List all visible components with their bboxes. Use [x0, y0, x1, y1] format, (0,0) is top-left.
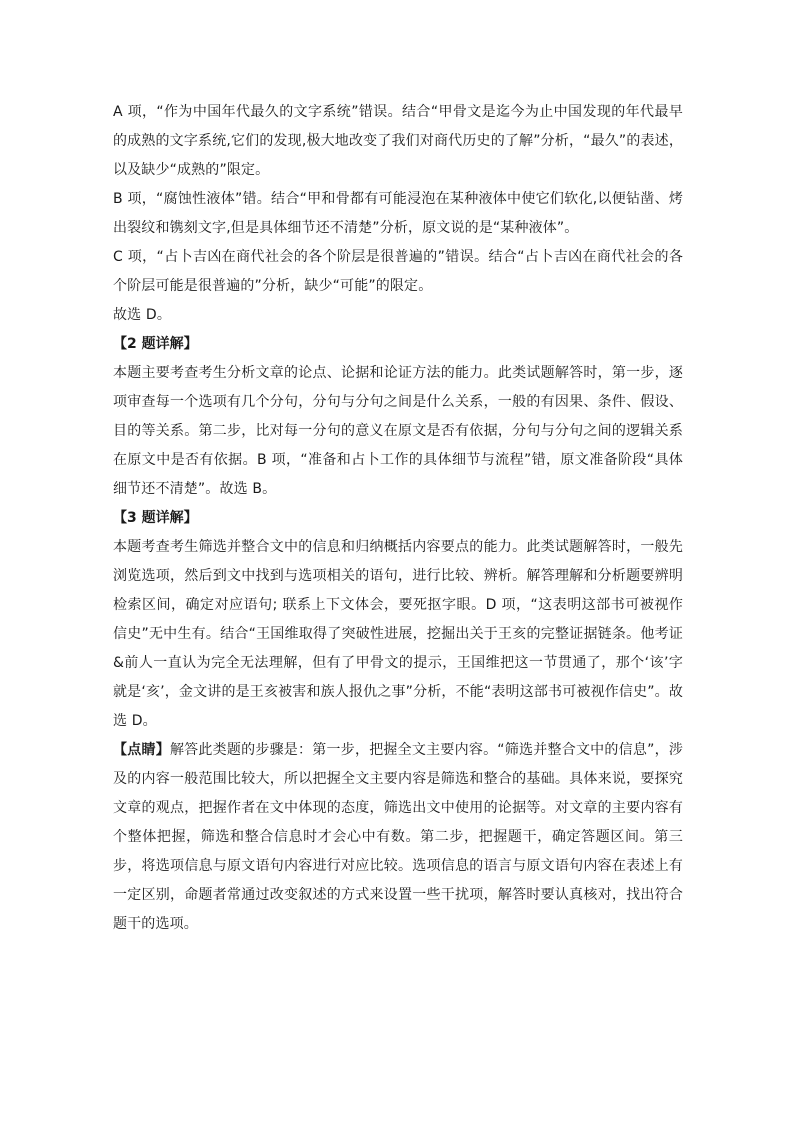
document-body: [113, 98, 683, 939]
heading-question-3: 【3 题详解】: [113, 510, 198, 526]
key-point-label: 【点睛】: [113, 742, 170, 758]
paragraph-option-b: B 项，“腐蚀性液体”错。结合“甲和骨都有可能浸泡在某种液体中使它们软化,以便钻凿、烤出裂纹和镌刻文字,但是具体细节还不清楚”分析，原文说的是“某种液体”。: [113, 191, 683, 236]
key-point-text: 解答此类题的步骤是：第一步，把握全文主要内容。“筛选并整合文中的信息”，涉及的内容一般范围比较大，所以把握全文主要内容是筛选和整合的基础。具体来说，要探究文章的观点，把握作者在文中体现的态度，筛选出文中使用的论据等。对文章的主要内容有个整体把握，筛选和整合信息时才会心中有数。第二步，把握题干，确定答题区间。第三步，将选项信息与原文语句内容进行对应比较。选项信息的语言与原文语句内容在表述上有一定区别，命题者常通过改变叙述的方式来设置一些干扰项，解答时要认真核对，找出符合题干的选项。: [113, 742, 683, 932]
heading-question-2: 【2 题详解】: [113, 336, 198, 352]
paragraph-option-c: C 项，“占卜吉凶在商代社会的各个阶层是很普遍的”错误。结合“占卜吉凶在商代社会的各个阶层可能是很普遍的”分析，缺少“可能”的限定。: [113, 249, 683, 294]
paragraph-option-a: A 项，“作为中国年代最久的文字系统”错误。结合“甲骨文是迄今为止中国发现的年代最早的成熟的文字系统,它们的发现,极大地改变了我们对商代历史的了解”分析，“最久”的表述，以及缺少“成熟的”限定。: [113, 104, 683, 178]
paragraph-answer-1: 故选 D。: [113, 307, 171, 323]
paragraph-question-2-analysis: 本题主要考查考生分析文章的论点、论据和论证方法的能力。此类试题解答时，第一步，逐项审查每一个选项有几个分句，分句与分句之间是什么关系，一般的有因果、条件、假设、目的等关系。第二步，比对每一分句的意义在原文是否有依据，分句与分句之间的逻辑关系在原文中是否有依据。B 项，“准备和占卜工作的具体细节与流程”错，原文准备阶段“具体细节还不清楚”。故选 B。: [113, 365, 683, 497]
paragraph-question-3-analysis: 本题考查考生筛选并整合文中的信息和归纳概括内容要点的能力。此类试题解答时，一般先浏览选项，然后到文中找到与选项相关的语句，进行比较、辨析。解答理解和分析题要辨明检索区间，确定对应语句; 联系上下文体会，要死抠字眼。D 项，“这表明这部书可被视作信史”无中生有。结合“王国维取得了突破性进展，挖掘出关于王亥的完整证据链条。他考证&前人一直认为完全无法理解，但有了甲骨文的提示，王国维把这一节贯通了，那个‘该’字就是‘亥’，金文讲的是王亥被害和族人报仇之事”分析，不能“表明这部书可被视作信史”。故选 D。: [113, 539, 683, 729]
paragraph-key-point: [113, 736, 683, 939]
